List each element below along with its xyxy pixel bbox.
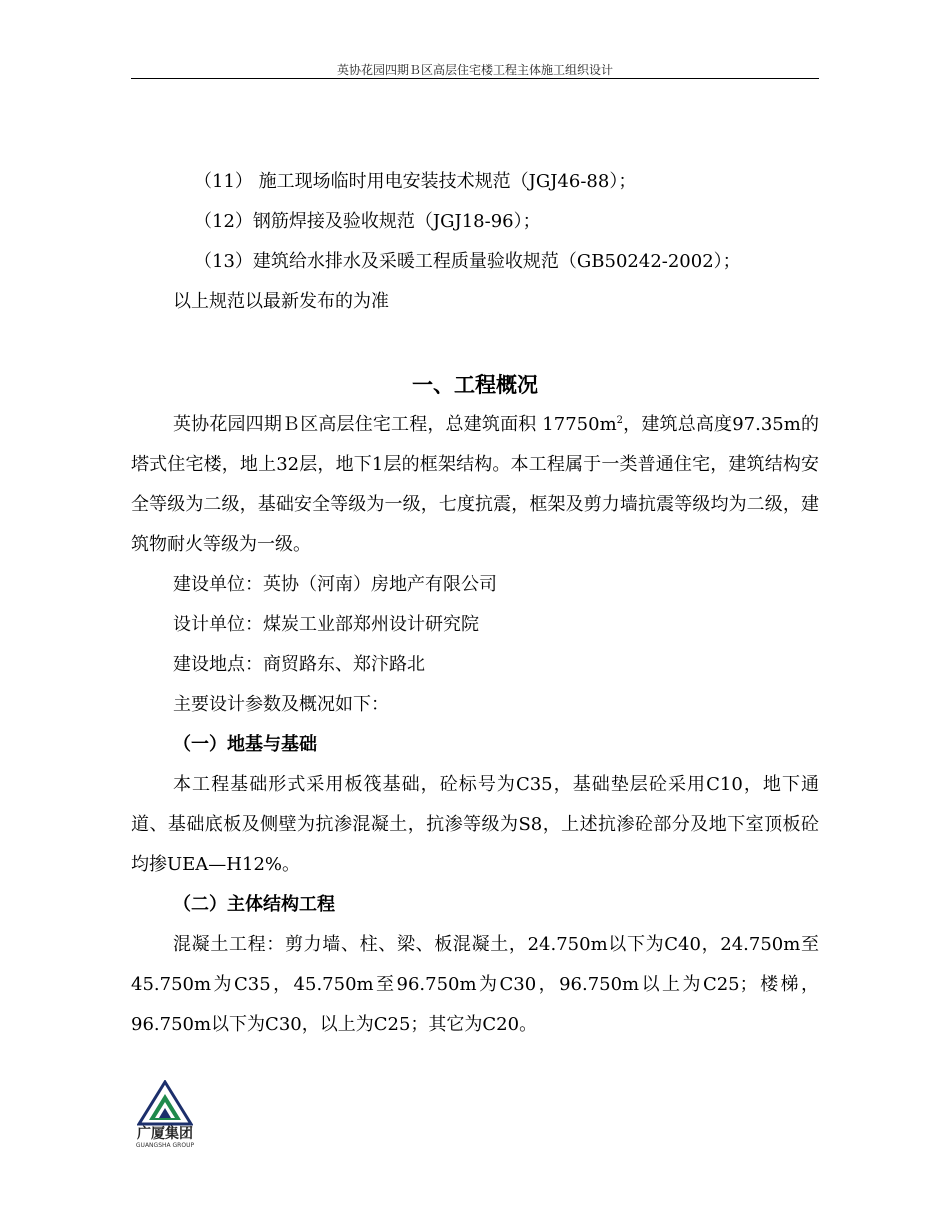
params-intro: 主要设计参数及概况如下： bbox=[173, 694, 389, 715]
overview-body bbox=[131, 405, 819, 1045]
header-rule bbox=[131, 78, 819, 79]
logo-name-cn: 广厦集团 bbox=[137, 1126, 193, 1142]
section-title-overview: 一、工程概况 bbox=[412, 373, 538, 397]
reference-item-12: （12）钢筋焊接及验收规范（JGJ18-96）； bbox=[194, 211, 541, 232]
area-unit-superscript: 2 bbox=[616, 415, 624, 426]
location-line: 建设地点：商贸路东、郑汴路北 bbox=[173, 654, 425, 675]
owner-line: 建设单位：英协（河南）房地产有限公司 bbox=[173, 574, 497, 595]
structure-paragraph: 混凝土工程：剪力墙、柱、梁、板混凝土，24.750m以下为C40，24.750m至45.750m为C35，45.750m至96.750m为C30，96.750m以上为C25；楼梯，96.750m以下为C30，以上为C25；其它为C20。 bbox=[131, 934, 819, 1035]
foundation-paragraph: 本工程基础形式采用板筏基础，砼标号为C35，基础垫层砼采用C10，地下通道、基础底板及侧壁为抗渗混凝土，抗渗等级为S8，上述抗渗砼部分及地下室顶板砼均掺UEA—H12%。 bbox=[131, 774, 819, 875]
reference-item-13: （13）建筑给水排水及采暖工程质量验收规范（GB50242-2002）； bbox=[194, 251, 741, 272]
overview-text-pre: 英协花园四期Ｂ区高层住宅工程，总建筑面积 17750m bbox=[173, 414, 617, 435]
company-logo bbox=[128, 1080, 202, 1160]
logo-mark-icon bbox=[137, 1080, 193, 1126]
logo-name-en: GUANGSHA GROUP bbox=[135, 1142, 195, 1149]
overview-paragraph bbox=[131, 405, 819, 565]
reference-note: 以上规范以最新发布的为准 bbox=[173, 291, 389, 312]
subsection-title-structure: （二）主体结构工程 bbox=[173, 894, 335, 915]
subsection-title-foundation: （一）地基与基础 bbox=[173, 734, 317, 755]
designer-line: 设计单位：煤炭工业部郑州设计研究院 bbox=[173, 614, 479, 635]
reference-item-11: （11） 施工现场临时用电安装技术规范（JGJ46-88）； bbox=[194, 171, 637, 192]
overview-text-post: ，建筑总高度97.35m的塔式住宅楼，地上32层，地下1层的框架结构。本工程属于一类普通住宅，建筑结构安全等级为二级，基础安全等级为一级，七度抗震，框架及剪力墙抗震等级均为二级，建筑物耐火等级为一级。 bbox=[131, 414, 819, 555]
reference-list bbox=[131, 162, 819, 322]
page-header-title: 英协花园四期Ｂ区高层住宅楼工程主体施工组织设计 bbox=[336, 63, 613, 77]
